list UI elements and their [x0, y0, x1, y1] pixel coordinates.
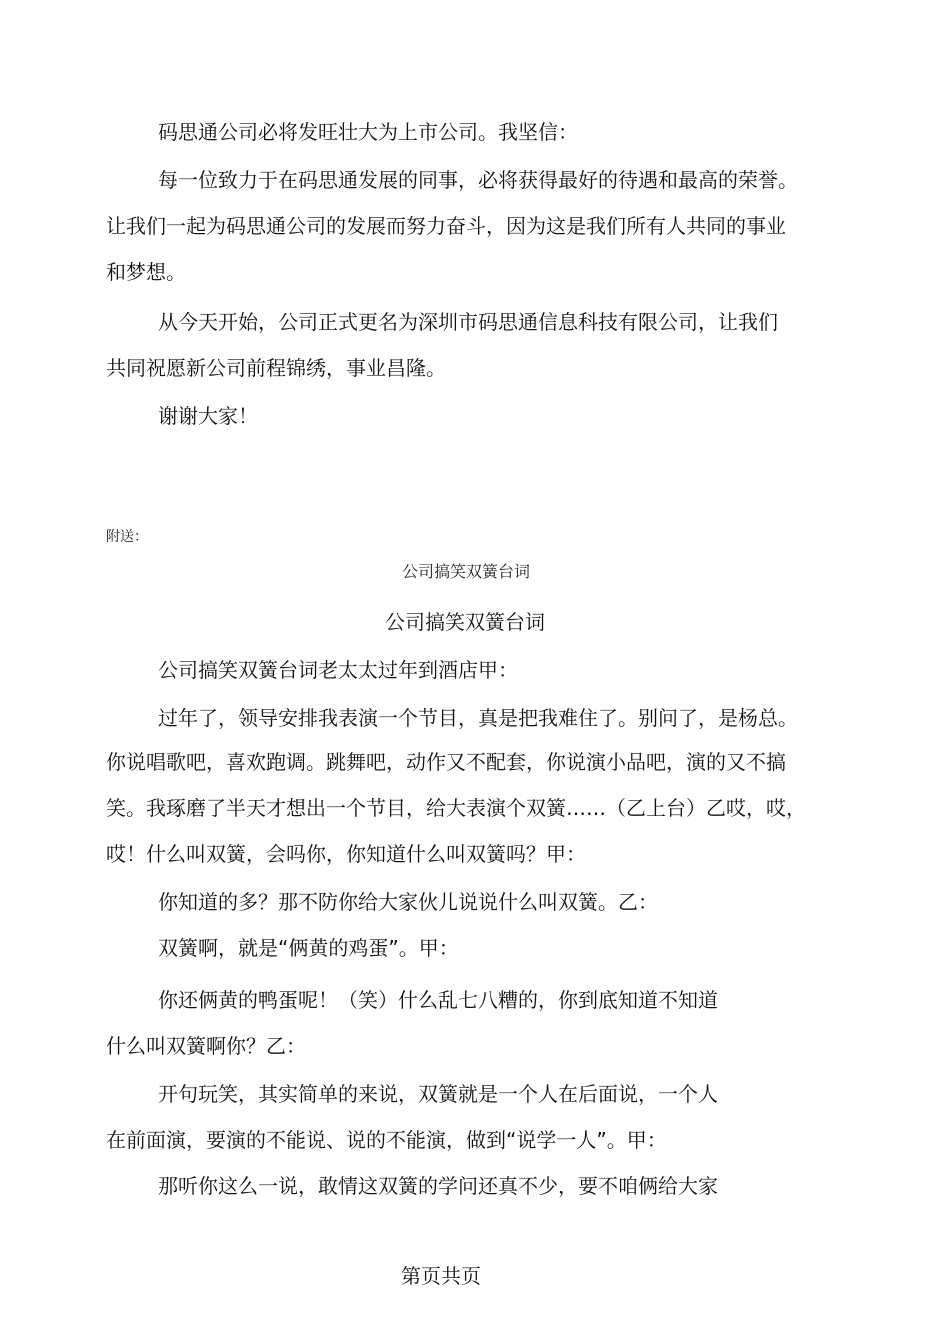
paragraph-line: 公司搞笑双簧台词老太太过年到酒店甲： [158, 658, 518, 682]
appendix-label: 附送： [106, 529, 148, 545]
paragraph-line: 你说唱歌吧，喜欢跑调。跳舞吧，动作又不配套，你说演小品吧，演的又不搞 [106, 750, 786, 774]
paragraph-line: 在前面演，要演的不能说、说的不能演，做到“说学一人”。甲： [106, 1128, 667, 1152]
paragraph-line: 你知道的多？那不防你给大家伙儿说说什么叫双簧。乙： [158, 890, 658, 914]
page-footer: 第页共页 [401, 1264, 481, 1288]
paragraph-line: 谢谢大家！ [158, 404, 258, 428]
paragraph-line: 那听你这么一说，敢情这双簧的学问还真不少，要不咱俩给大家 [158, 1174, 718, 1198]
paragraph-line: 什么叫双簧啊你？乙： [106, 1034, 306, 1058]
paragraph-line: 共同祝愿新公司前程锦绣，事业昌隆。 [106, 356, 446, 380]
paragraph-line: 哎！什么叫双簧，会吗你，你知道什么叫双簧吗？甲： [106, 842, 586, 866]
paragraph-line: 每一位致力于在码思通发展的同事，必将获得最好的待遇和最高的荣誉。 [158, 168, 798, 192]
paragraph-line: 笑。我琢磨了半天才想出一个节目，给大表演个双簧……（乙上台）乙哎，哎， [106, 796, 806, 820]
paragraph-line: 开句玩笑，其实简单的来说，双簧就是一个人在后面说，一个人 [158, 1082, 718, 1106]
appendix-subtitle: 公司搞笑双簧台词 [402, 562, 531, 581]
paragraph-line: 让我们一起为码思通公司的发展而努力奋斗，因为这是我们所有人共同的事业 [106, 214, 786, 238]
paragraph-line: 码思通公司必将发旺壮大为上市公司。我坚信： [158, 120, 578, 144]
paragraph-line: 从今天开始，公司正式更名为深圳市码思通信息科技有限公司，让我们 [158, 310, 778, 334]
paragraph-line: 过年了，领导安排我表演一个节目，真是把我难住了。别问了，是杨总。 [158, 706, 798, 730]
paragraph-line: 双簧啊，就是“俩黄的鸡蛋”。甲： [158, 936, 459, 960]
paragraph-line: 和梦想。 [106, 260, 186, 284]
section-title: 公司搞笑双簧台词 [385, 610, 545, 634]
paragraph-line: 你还俩黄的鸭蛋呢！（笑）什么乱七八糟的，你到底知道不知道 [158, 988, 718, 1012]
